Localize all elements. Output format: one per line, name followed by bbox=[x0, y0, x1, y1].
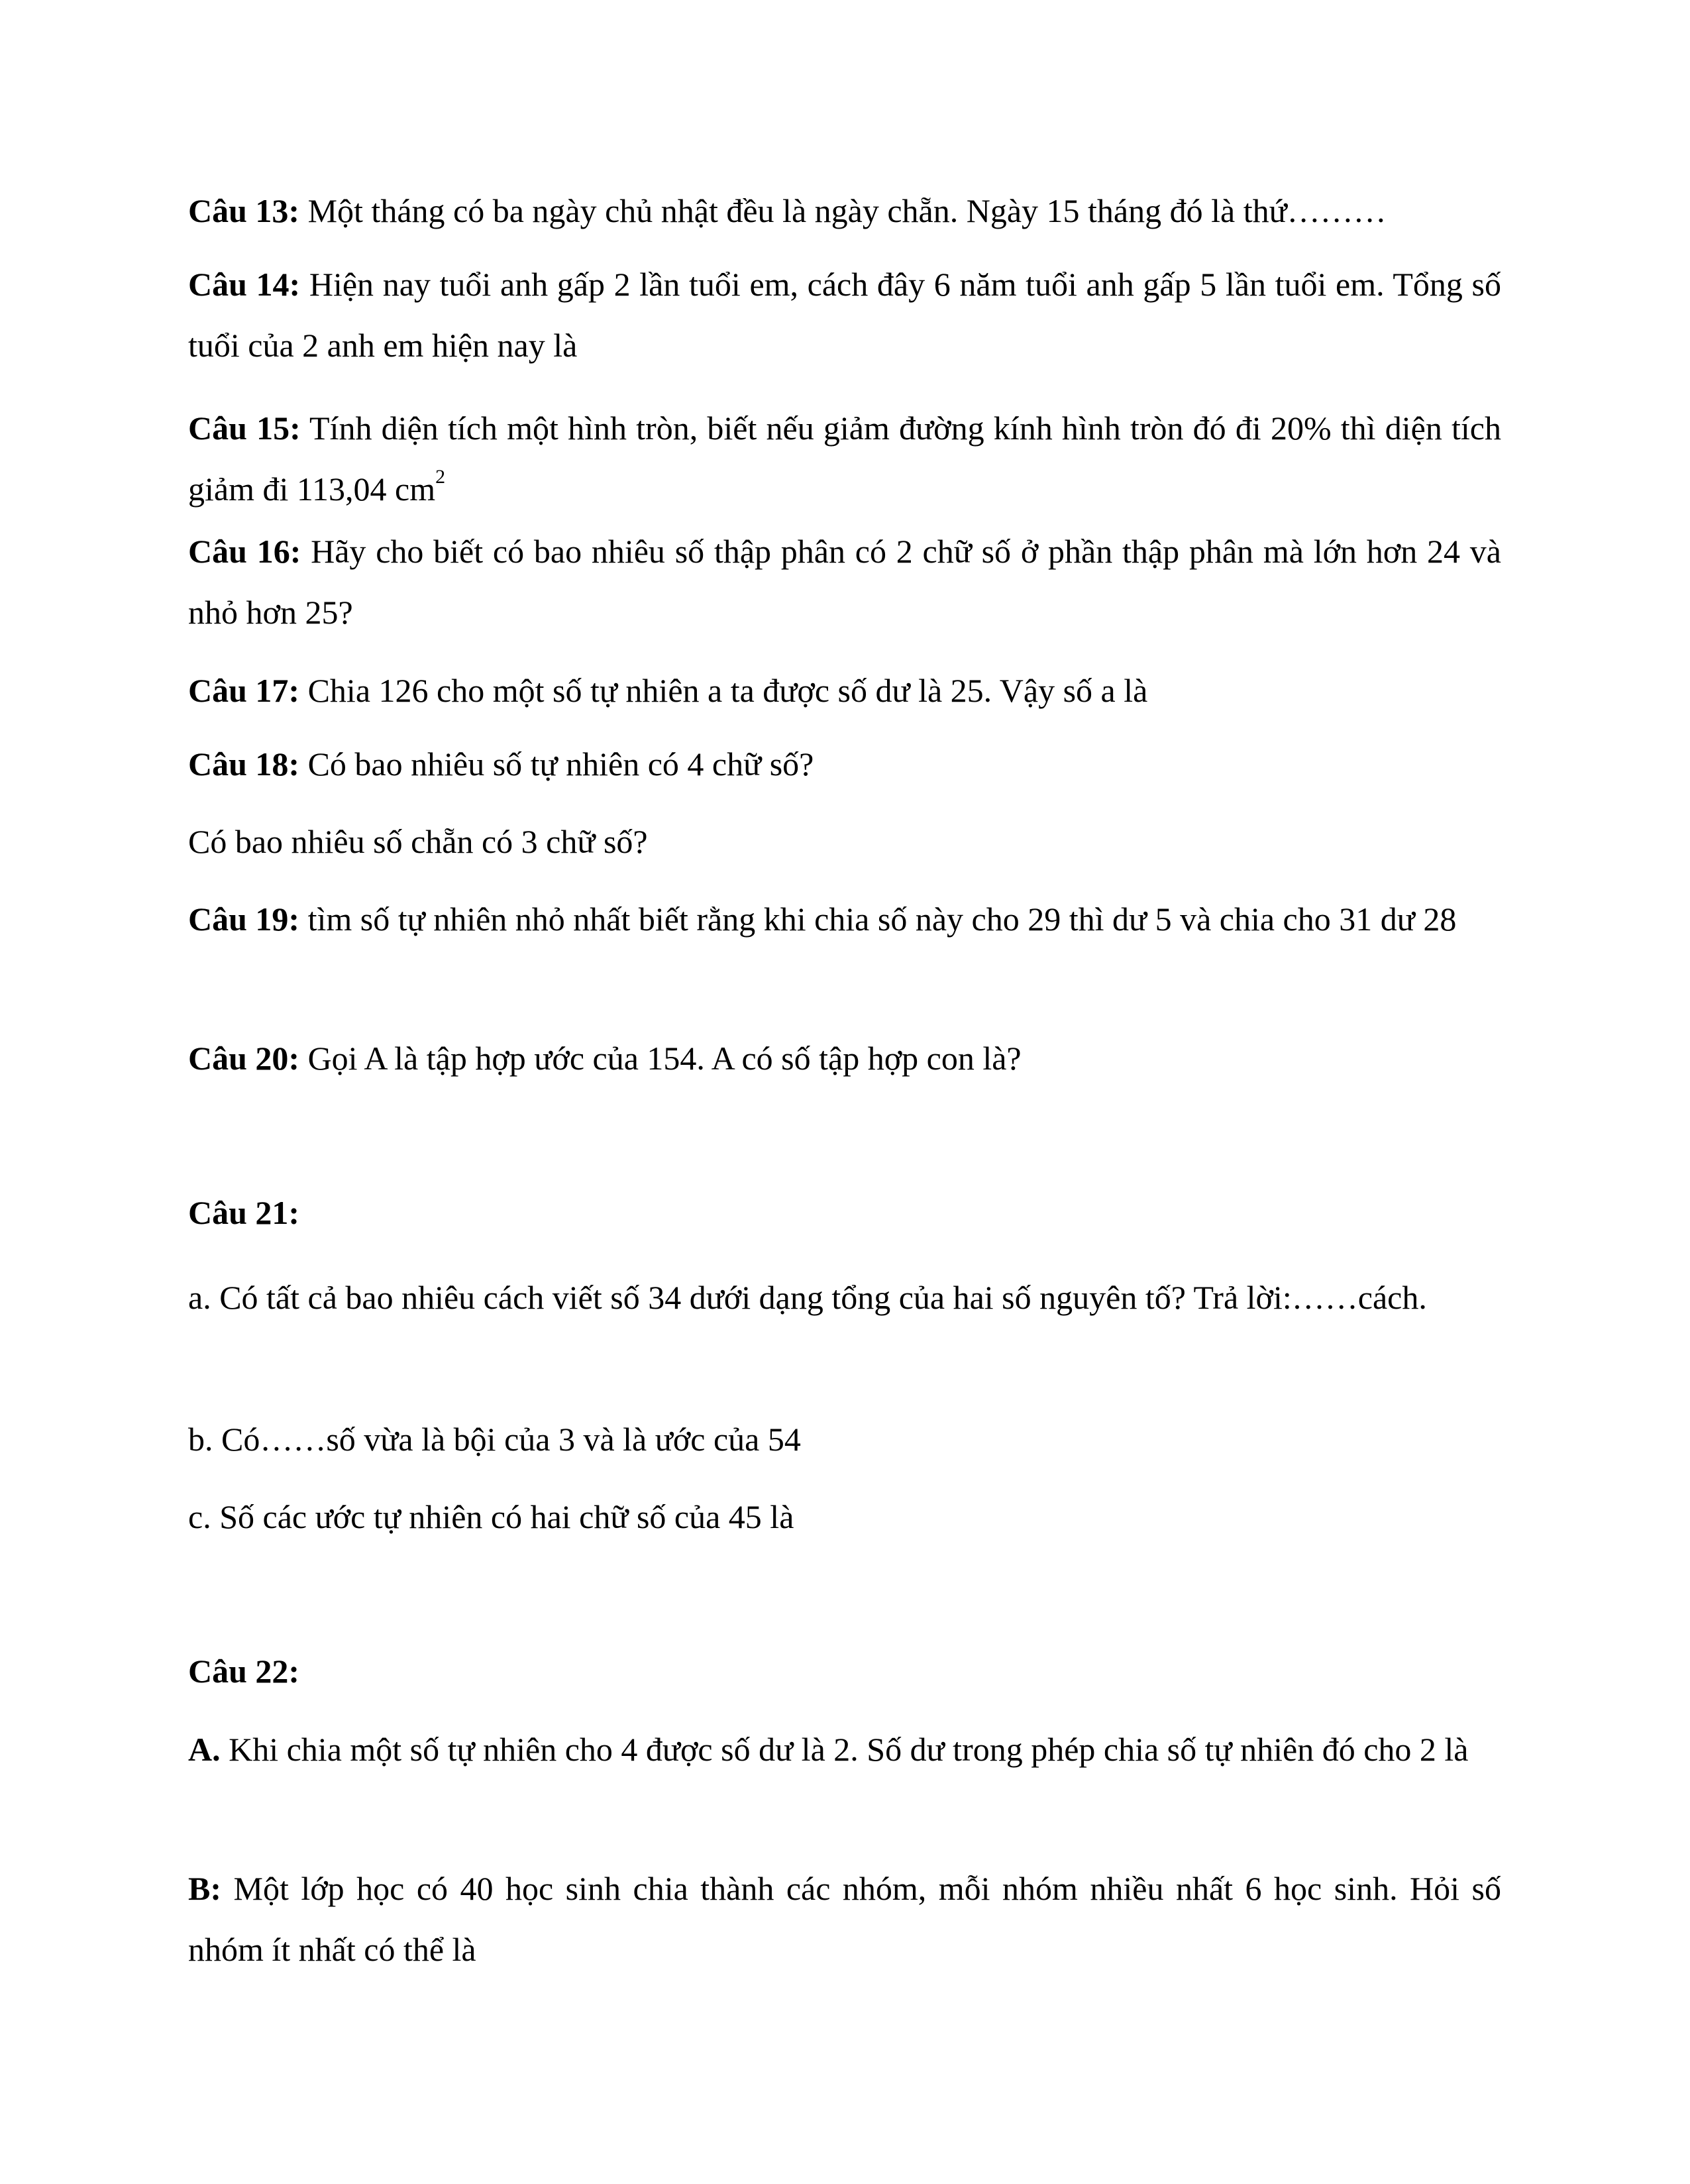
question-19-text: tìm số tự nhiên nhỏ nhất biết rằng khi chia số này cho 29 thì dư 5 và chia cho 31 dư 28 bbox=[299, 901, 1457, 938]
question-19 bbox=[188, 889, 1501, 950]
question-15-text: Tính diện tích một hình tròn, biết nếu giảm đường kính hình tròn đó đi 20% thì diện tích giảm đi 113,04 cm bbox=[188, 410, 1501, 508]
question-14 bbox=[188, 254, 1501, 376]
question-20-label: Câu 20: bbox=[188, 1040, 300, 1077]
question-17-text: Chia 126 cho một số tự nhiên a ta được số dư là 25. Vậy số a là bbox=[299, 672, 1148, 709]
question-18 bbox=[188, 734, 1501, 794]
question-13-label: Câu 13: bbox=[188, 192, 300, 229]
question-22-part-a-text: Khi chia một số tự nhiên cho 4 được số dư là 2. Số dư trong phép chia số tự nhiên đó cho 2 là bbox=[220, 1731, 1469, 1768]
question-18-text: Có bao nhiêu số tự nhiên có 4 chữ số? bbox=[299, 745, 814, 783]
question-15 bbox=[188, 398, 1501, 519]
question-18-line-2: Có bao nhiêu số chẵn có 3 chữ số? bbox=[188, 823, 648, 860]
question-17-label: Câu 17: bbox=[188, 672, 300, 709]
question-15-superscript: 2 bbox=[435, 466, 446, 488]
question-13-text: Một tháng có ba ngày chủ nhật đều là ngày chẵn. Ngày 15 tháng đó là thứ……… bbox=[299, 192, 1387, 229]
question-22-part-a-label: A. bbox=[188, 1731, 221, 1768]
question-14-label: Câu 14: bbox=[188, 266, 301, 303]
question-20 bbox=[188, 1028, 1501, 1089]
question-22-label: Câu 22: bbox=[188, 1653, 300, 1690]
question-21-label: Câu 21: bbox=[188, 1194, 300, 1231]
question-20-text: Gọi A là tập hợp ước của 154. A có số tập hợp con là? bbox=[299, 1040, 1022, 1077]
question-21-part-c: c. Số các ước tự nhiên có hai chữ số của 45 là bbox=[188, 1498, 794, 1535]
question-16-label: Câu 16: bbox=[188, 533, 301, 570]
question-22-part-a bbox=[188, 1719, 1501, 1780]
question-15-label: Câu 15: bbox=[188, 410, 301, 447]
question-17 bbox=[188, 660, 1501, 721]
question-22-part-b-label: B: bbox=[188, 1870, 221, 1907]
question-19-label: Câu 19: bbox=[188, 901, 300, 938]
question-13 bbox=[188, 180, 1501, 241]
question-22-part-b bbox=[188, 1858, 1501, 1980]
question-22-part-b-text: Một lớp học có 40 học sinh chia thành các nhóm, mỗi nhóm nhiều nhất 6 học sinh. Hỏi số nhóm ít nhất có thể là bbox=[188, 1870, 1501, 1968]
question-21-part-a: a. Có tất cả bao nhiêu cách viết số 34 dưới dạng tổng của hai số nguyên tố? Trả lời:……cách. bbox=[188, 1279, 1427, 1316]
question-18-label: Câu 18: bbox=[188, 745, 300, 783]
question-16 bbox=[188, 521, 1501, 643]
question-21-part-b: b. Có……số vừa là bội của 3 và là ước của 54 bbox=[188, 1421, 801, 1458]
question-14-text: Hiện nay tuổi anh gấp 2 lần tuổi em, cách đây 6 năm tuổi anh gấp 5 lần tuổi em. Tổng số tuổi của 2 anh em hiện nay là bbox=[188, 266, 1501, 364]
question-16-text: Hãy cho biết có bao nhiêu số thập phân có 2 chữ số ở phần thập phân mà lớn hơn 24 và nhỏ hơn 25? bbox=[188, 533, 1501, 631]
